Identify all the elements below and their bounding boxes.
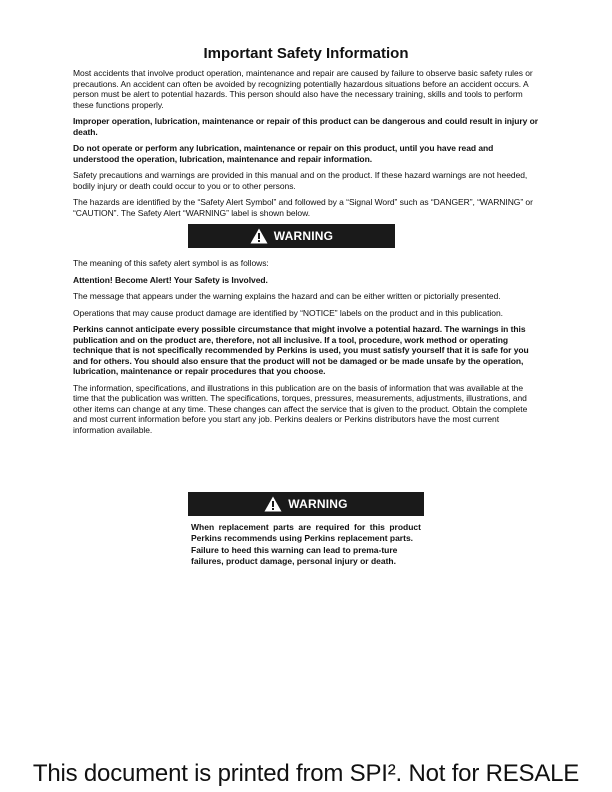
attention-statement: Attention! Become Alert! Your Safety is Involved. bbox=[73, 274, 268, 285]
replacement-parts-text: When replacement parts are required for this product Perkins recommends using Perkins replacement parts. bbox=[191, 522, 421, 543]
notice-paragraph: Operations that may cause product damage are identified by “NOTICE” labels on the product and in this publication. bbox=[73, 307, 503, 318]
footer-watermark: This document is printed from SPI². Not for RESALE bbox=[32, 760, 580, 787]
message-explanation-paragraph: The message that appears under the warning explains the hazard and can be either written or pictorially presented. bbox=[73, 291, 501, 301]
read-before-operating-statement: Do not operate or perform any lubrication, maintenance or repair on this product, until you have read and understood the operation, lubrication, maintenance and repair information. bbox=[73, 143, 494, 164]
warning-box-label: WARNING bbox=[288, 496, 348, 511]
replacement-parts-warning bbox=[188, 492, 424, 568]
intro-paragraph: Most accidents that involve product operation, maintenance and repair are caused by failure to observe basic safety rules or precautions. An accident can often be avoided by recognizing potentially hazardous situations before an accident occurs. A person must be alert to potential hazards. This person should also have the necessary training, skills and tools to perform these functions properly. bbox=[73, 68, 533, 110]
failure-consequence-text: Failure to heed this warning can lead to prema-ture failures, product damage, personal injury or death. bbox=[191, 545, 398, 566]
document-body bbox=[73, 68, 541, 441]
specifications-paragraph: The information, specifications, and illustrations in this publication are on the basis of information that was available at the time that the publication was written. The specifications, torques, pressures, measurements, adjustments, illustrations, and other items can change at any time. These changes can affect the service that is given to the product. Obtain the complete and most current information before you start any job. Perkins dealers or Perkins distributors have the most current information available. bbox=[73, 382, 528, 435]
warning-label-banner bbox=[188, 224, 395, 248]
warning-label-text: WARNING bbox=[273, 228, 334, 243]
hazard-identification-paragraph: The hazards are identified by the “Safety Alert Symbol” and followed by a “Signal Word” such as “DANGER”, “WARNING” or “CAUTION”. The Safety Alert “WARNING” label is shown below. bbox=[73, 197, 533, 218]
page-title: Important Safety Information bbox=[203, 45, 409, 62]
perkins-disclaimer: Perkins cannot anticipate every possible circumstance that might involve a potential hazard. The warnings in this publication and on the product are, therefore, not all inclusive. If a tool, procedure, work method or operating technique that is not specifically recommended by Perkins is used, you must satisfy yourself that it is safe for you and for others. You should also ensure that the product will not be damaged or be made unsafe by the operation, lubrication, maintenance or repair procedures that you choose. bbox=[73, 324, 529, 376]
symbol-meaning-paragraph: The meaning of this safety alert symbol is as follows: bbox=[73, 258, 269, 268]
warning-triangle-icon bbox=[250, 228, 268, 244]
danger-statement: Improper operation, lubrication, maintenance or repair of this product can be dangerous and could result in injury or death. bbox=[73, 116, 539, 137]
warning-triangle-icon bbox=[264, 496, 282, 512]
precautions-paragraph: Safety precautions and warnings are provided in this manual and on the product. If these hazard warnings are not heeded, bodily injury or death could occur to you or to other persons. bbox=[73, 170, 528, 191]
warning-box-banner bbox=[188, 492, 424, 516]
